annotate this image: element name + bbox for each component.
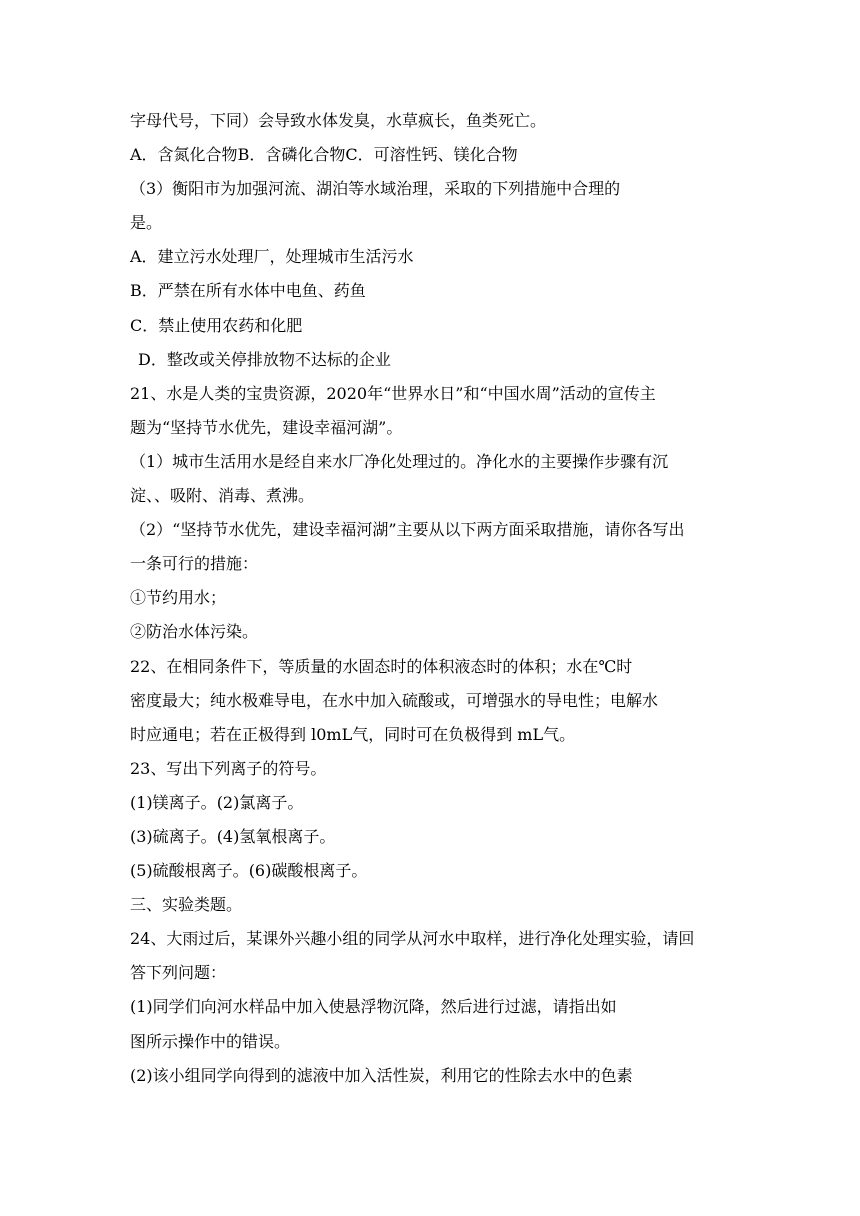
text: ②防治水体污染: [130, 622, 243, 642]
option-line: [130, 279, 735, 313]
option-b: B．含磷化合物: [237, 145, 346, 165]
text: 。: [242, 622, 259, 642]
text: 字母代号，下同）: [130, 111, 259, 130]
text: （2）“坚持节水优先，建设幸福河湖”主要从以下两方面采取措施，请你各写出: [130, 520, 685, 540]
text: ；: [210, 588, 227, 608]
question-line: [130, 1064, 735, 1098]
option-a: A．建立污水处理厂，处理城市生活污水: [130, 247, 414, 267]
text: (6)碳酸根离子: [248, 861, 352, 881]
question-line: [130, 552, 735, 586]
question-line: [130, 859, 735, 893]
text: mL: [512, 724, 544, 744]
text: (1)镁离子: [130, 792, 201, 812]
exam-text: [130, 109, 735, 1098]
option-line: [130, 314, 735, 348]
question-line: [130, 995, 735, 1029]
text-line: [130, 109, 735, 143]
section-heading: [130, 893, 735, 927]
text: 24、大雨过后，某课外兴趣小组的同学从河水中取样，进行净化处理实验，请回: [130, 929, 695, 949]
text: 会导致水体发臭，水草疯长，鱼类死亡。: [258, 111, 547, 130]
question-24: [130, 961, 735, 995]
question-22: [130, 689, 735, 723]
text: 答下列问题：: [130, 963, 227, 983]
text: 电；若在正极得到 l0mL: [178, 724, 353, 744]
question-21: [130, 382, 735, 416]
text: (2)氯离子: [216, 792, 288, 812]
text: 三、实验类题。: [130, 895, 243, 915]
question-22: [130, 655, 735, 689]
text: ℃时: [598, 656, 633, 676]
text: 。: [200, 792, 217, 812]
text: 图所示操作中的错误: [130, 1031, 275, 1051]
option-b: B．严禁在所有水体中电鱼、药鱼: [130, 281, 366, 301]
option-c: C．禁止使用农药和化肥: [130, 315, 303, 335]
text: 一条可行的措施：: [130, 554, 259, 574]
text: 23、写出下列离子的符号。: [130, 758, 327, 778]
text: 。: [287, 792, 304, 812]
text: (5)硫酸根离子: [130, 861, 233, 881]
options-line: [130, 143, 735, 177]
text: 。: [232, 861, 249, 881]
text: （1）城市生活用水是经自来水厂净化处理过的。净化水的主要操作步骤有沉: [130, 451, 669, 471]
option-line: [130, 348, 735, 382]
question-24: [130, 927, 735, 961]
option-line: [130, 245, 735, 279]
text: 、吸附、消毒、煮沸。: [154, 486, 315, 506]
question-22: [130, 723, 735, 757]
option-a: A．含氮化合物: [130, 145, 238, 165]
text: 淀、: [130, 486, 155, 506]
question-line: [130, 791, 735, 825]
text: 22、在相同条件下，等质量的水固态时的体积: [130, 656, 455, 676]
text: 气，同时可在负极得到: [352, 724, 513, 744]
question-line: [130, 586, 735, 620]
question-line: [130, 450, 735, 484]
text: (1)同学们向河水样品中加入: [130, 997, 329, 1017]
text: 时应通: [130, 724, 179, 744]
question-3: （3）衡阳市为加强河流、湖泊等水域治理，采取的下列措施中合理的: [130, 179, 621, 199]
text: 。: [274, 1031, 291, 1051]
question-23: [130, 757, 735, 791]
option-d: D．整改或关停排放物不达标的企业: [138, 349, 391, 369]
question-line: [130, 1030, 735, 1064]
question-21: [130, 416, 735, 450]
text: 。: [200, 826, 217, 846]
text: 气。: [543, 724, 576, 744]
question-line: [130, 177, 735, 211]
text: 是: [130, 213, 147, 233]
question-line: [130, 518, 735, 552]
question-line: [130, 620, 735, 654]
text: ，可增强水的导电性；电解水: [450, 690, 659, 710]
text: 。: [319, 826, 336, 846]
text: 液态时的体积；水在: [454, 656, 599, 676]
text: 性除去水中的色素: [504, 1065, 633, 1085]
text: 题为“坚持节水优先，建设幸福河湖”。: [130, 417, 403, 437]
question-line: [130, 825, 735, 859]
text: 密度最大；纯水极难导电，在水中加入硫酸或: [130, 690, 451, 710]
question-line: [130, 484, 735, 518]
text: 使悬浮物沉降，然后进行过滤，请指出如: [328, 997, 617, 1017]
option-c: C．可溶性钙、镁化合物: [345, 145, 518, 165]
text: ①节约用水: [130, 588, 211, 608]
text: (4)氢氧根离子: [216, 826, 320, 846]
text: 21、水是人类的宝贵资源，2020年“世界水日”和“中国水周”活动的宣传主: [130, 383, 656, 403]
text: 。: [146, 213, 163, 233]
text: 。: [351, 861, 368, 881]
question-line: [130, 211, 735, 245]
text: (3)硫离子: [130, 826, 201, 846]
text: (2)该小组同学向得到的滤液中加入活性炭，利用它的: [130, 1065, 505, 1085]
